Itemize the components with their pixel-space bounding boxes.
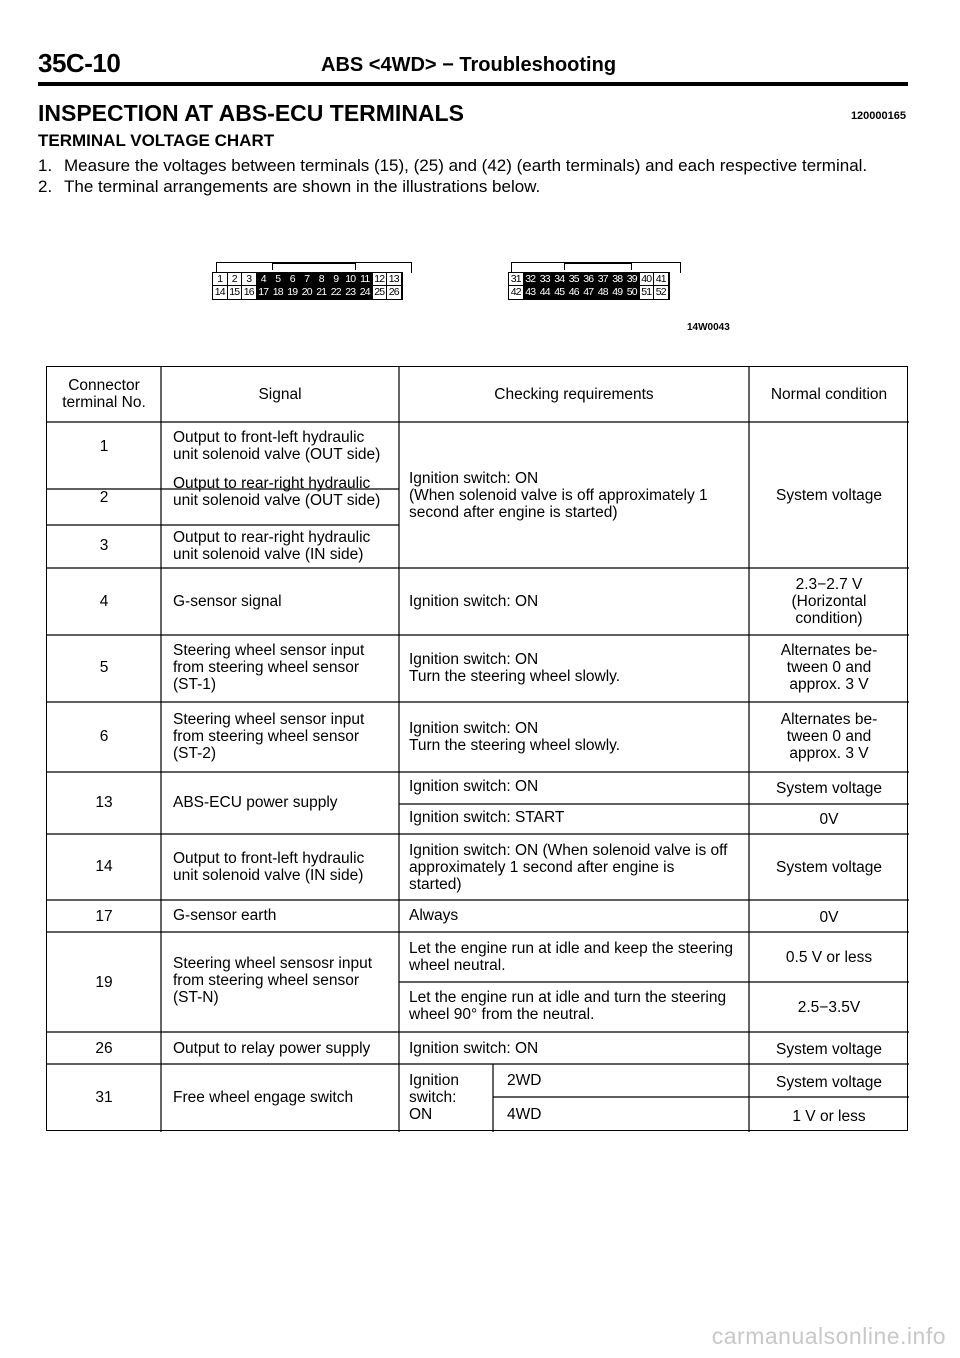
terminal-number: 31 — [95, 1089, 113, 1106]
connector-terminal: 37 — [596, 273, 611, 286]
connector-terminal: 7 — [300, 273, 315, 286]
text-line: tween 0 and — [786, 659, 872, 676]
text-line: Alternates be- — [780, 642, 878, 659]
connector-right-diagram — [508, 262, 684, 302]
text-line: Steering wheel sensor input — [173, 642, 365, 659]
text-line: (ST-2) — [173, 745, 217, 762]
signal-description — [173, 850, 389, 884]
text-line: condition) — [795, 610, 863, 627]
connector-terminal: 9 — [329, 273, 344, 286]
text-line: (When solenoid valve is off approximately 1 — [409, 487, 708, 504]
text-line: Let the engine run at idle and turn the steering — [409, 989, 727, 1006]
connector-terminal: 5 — [271, 273, 286, 286]
connector-terminal: 52 — [654, 286, 669, 299]
switch-mode: 2WD — [507, 1072, 542, 1089]
text-line: Turn the steering wheel slowly. — [409, 737, 621, 754]
normal-condition — [749, 576, 909, 627]
header-requirements: Checking requirements — [494, 386, 654, 403]
connector-latch-center — [272, 263, 356, 270]
connector-terminal: 31 — [509, 273, 524, 286]
connector-terminal: 1 — [213, 273, 228, 286]
text-line: Steering wheel sensosr input — [173, 955, 373, 972]
terminal-number: 26 — [95, 1040, 113, 1057]
connector-terminal: 42 — [509, 286, 524, 299]
connector-row-bottom — [213, 286, 402, 299]
connector-left-diagram — [212, 262, 418, 302]
signal-description: ABS-ECU power supply — [173, 794, 338, 811]
checking-requirement — [409, 1072, 493, 1123]
checking-requirement: Ignition switch: ON — [409, 593, 539, 610]
text-line: started) — [409, 876, 462, 893]
text-line: Ignition switch: ON — [409, 720, 539, 737]
connector-terminal: 18 — [271, 286, 286, 299]
terminal-number: 2 — [99, 489, 109, 506]
text-line: wheel 90° from the neutral. — [409, 1006, 595, 1023]
signal-description — [173, 529, 389, 563]
chart-subtitle: TERMINAL VOLTAGE CHART — [38, 131, 275, 150]
text-line: second after engine is started) — [409, 504, 618, 521]
text-line: tween 0 and — [786, 728, 872, 745]
normal-condition: System voltage — [776, 1041, 882, 1058]
text-line: 2.3−2.7 V — [795, 576, 863, 593]
terminal-number: 4 — [99, 593, 109, 610]
connector-body — [508, 272, 670, 300]
header-terminal — [47, 377, 161, 411]
connector-terminal: 32 — [524, 273, 539, 286]
instruction-number: 2. — [38, 177, 53, 196]
connector-terminal: 2 — [228, 273, 243, 286]
text-line: Output to rear-right hydraulic — [173, 475, 371, 492]
normal-condition: 0.5 V or less — [785, 949, 873, 966]
connector-terminal: 48 — [596, 286, 611, 299]
connector-row-bottom — [509, 286, 669, 299]
instructions — [38, 155, 908, 197]
text-line: ON — [409, 1106, 433, 1123]
instruction-item — [38, 155, 908, 176]
text-line: Output to rear-right hydraulic — [173, 529, 371, 546]
page-header — [38, 48, 908, 86]
normal-condition: System voltage — [776, 780, 882, 797]
connector-terminal: 21 — [315, 286, 330, 299]
connector-terminal: 23 — [344, 286, 359, 299]
checking-requirement — [409, 651, 741, 685]
connector-terminal: 43 — [524, 286, 539, 299]
connector-terminal: 11 — [358, 273, 373, 286]
text-line: Ignition switch: ON (When solenoid valve is off — [409, 842, 728, 859]
signal-description — [173, 429, 389, 463]
header-signal: Signal — [258, 386, 302, 403]
connector-terminal: 10 — [344, 273, 359, 286]
connector-terminal: 24 — [358, 286, 373, 299]
signal-description: G-sensor earth — [173, 907, 277, 924]
connector-terminal: 33 — [538, 273, 553, 286]
connector-terminal: 16 — [242, 286, 257, 299]
checking-requirement — [409, 720, 741, 754]
text-line: Steering wheel sensor input — [173, 711, 365, 728]
checking-requirement — [409, 989, 741, 1023]
checking-requirement: Ignition switch: ON — [409, 1040, 539, 1057]
header-line: terminal No. — [62, 394, 146, 411]
text-line: approx. 3 V — [789, 676, 869, 693]
terminal-number: 14 — [95, 858, 113, 875]
text-line: approximately 1 second after engine is — [409, 859, 675, 876]
terminal-number: 3 — [99, 537, 109, 554]
connector-latch-center — [564, 263, 632, 270]
normal-condition: System voltage — [776, 1074, 882, 1091]
checking-requirement: Always — [409, 907, 459, 924]
signal-description: G-sensor signal — [173, 593, 282, 610]
checking-requirement — [409, 842, 741, 893]
reference-code: 120000165 — [850, 110, 906, 122]
normal-condition: System voltage — [776, 487, 882, 504]
connector-terminal: 45 — [553, 286, 568, 299]
checking-requirement: Ignition switch: START — [409, 809, 565, 826]
connector-terminal: 4 — [257, 273, 272, 286]
page-number: 35C-10 — [38, 48, 121, 78]
connector-terminal: 22 — [329, 286, 344, 299]
connector-body — [212, 272, 403, 300]
terminal-number: 19 — [95, 974, 113, 991]
normal-condition: System voltage — [776, 859, 882, 876]
signal-description — [173, 711, 389, 762]
connector-terminal: 34 — [553, 273, 568, 286]
connector-terminal: 44 — [538, 286, 553, 299]
normal-condition: 0V — [819, 811, 839, 828]
connector-terminal: 38 — [611, 273, 626, 286]
connector-terminal: 51 — [640, 286, 655, 299]
connector-terminal: 20 — [300, 286, 315, 299]
text-line: from steering wheel sensor — [173, 972, 360, 989]
connector-terminal: 8 — [315, 273, 330, 286]
text-line: (ST-N) — [173, 989, 219, 1006]
terminal-number: 6 — [99, 728, 109, 745]
text-line: from steering wheel sensor — [173, 728, 360, 745]
connector-terminal: 12 — [373, 273, 388, 286]
connector-terminal: 39 — [625, 273, 640, 286]
connector-terminal: 35 — [567, 273, 582, 286]
header-normal-condition: Normal condition — [770, 386, 888, 403]
text-line: from steering wheel sensor — [173, 659, 360, 676]
checking-requirement — [409, 940, 741, 974]
text-line: unit solenoid valve (IN side) — [173, 546, 364, 563]
header-line: Connector — [68, 377, 140, 394]
normal-condition: 1 V or less — [792, 1108, 866, 1125]
terminal-number: 5 — [99, 659, 109, 676]
text-line: Let the engine run at idle and keep the steering — [409, 940, 734, 957]
checking-requirement — [409, 470, 741, 521]
terminal-number: 17 — [95, 908, 113, 925]
text-line: unit solenoid valve (OUT side) — [173, 446, 381, 463]
running-title: ABS <4WD> − Troubleshooting — [321, 54, 617, 76]
text-line: approx. 3 V — [789, 745, 869, 762]
text-line: switch: — [409, 1089, 457, 1106]
figure-code: 14W0043 — [687, 322, 730, 333]
terminal-voltage-table — [46, 366, 908, 1131]
instruction-text: The terminal arrangements are shown in the illustrations below. — [64, 177, 541, 196]
instruction-number: 1. — [38, 156, 53, 175]
connector-terminal: 15 — [228, 286, 243, 299]
text-line: Ignition switch: ON — [409, 470, 539, 487]
text-line: Ignition — [409, 1072, 459, 1089]
signal-description — [173, 955, 389, 1006]
connector-terminal: 46 — [567, 286, 582, 299]
connector-terminal: 47 — [582, 286, 597, 299]
connector-terminal: 3 — [242, 273, 257, 286]
text-line: Ignition switch: ON — [409, 651, 539, 668]
normal-condition — [749, 711, 909, 762]
terminal-number: 1 — [99, 438, 109, 455]
checking-requirement: Ignition switch: ON — [409, 778, 539, 795]
text-line: (Horizontal — [791, 593, 867, 610]
terminal-number: 13 — [95, 794, 113, 811]
connector-terminal: 26 — [387, 286, 402, 299]
text-line: wheel neutral. — [409, 957, 506, 974]
text-line: Output to front-left hydraulic — [173, 850, 365, 867]
text-line: Turn the steering wheel slowly. — [409, 668, 621, 685]
signal-description — [173, 642, 389, 693]
connector-terminal: 17 — [257, 286, 272, 299]
connector-terminal: 25 — [373, 286, 388, 299]
section-title: INSPECTION AT ABS-ECU TERMINALS — [38, 100, 464, 126]
connector-terminal: 19 — [286, 286, 301, 299]
normal-condition — [749, 642, 909, 693]
instruction-item — [38, 176, 908, 197]
watermark: carmanualsonline.info — [711, 1323, 946, 1349]
switch-mode: 4WD — [507, 1106, 542, 1123]
connector-terminal: 36 — [582, 273, 597, 286]
connector-terminal: 40 — [640, 273, 655, 286]
instruction-text: Measure the voltages between terminals (15), (25) and (42) (earth terminals) and each respective terminal. — [64, 156, 868, 175]
normal-condition: 0V — [819, 909, 839, 926]
connector-terminal: 13 — [387, 273, 402, 286]
connector-terminal: 6 — [286, 273, 301, 286]
connector-row-top — [213, 273, 402, 286]
connector-terminal: 49 — [611, 286, 626, 299]
text-line: unit solenoid valve (OUT side) — [173, 492, 381, 509]
text-line: Alternates be- — [780, 711, 878, 728]
signal-description: Free wheel engage switch — [173, 1089, 354, 1106]
text-line: Output to front-left hydraulic — [173, 429, 365, 446]
connector-terminal: 50 — [625, 286, 640, 299]
connector-row-top — [509, 273, 669, 286]
connector-terminal: 41 — [654, 273, 669, 286]
connector-terminal: 14 — [213, 286, 228, 299]
signal-description: Output to relay power supply — [173, 1040, 371, 1057]
text-line: (ST-1) — [173, 676, 217, 693]
text-line: unit solenoid valve (IN side) — [173, 867, 364, 884]
normal-condition: 2.5−3.5V — [797, 999, 861, 1016]
signal-description — [173, 475, 389, 509]
